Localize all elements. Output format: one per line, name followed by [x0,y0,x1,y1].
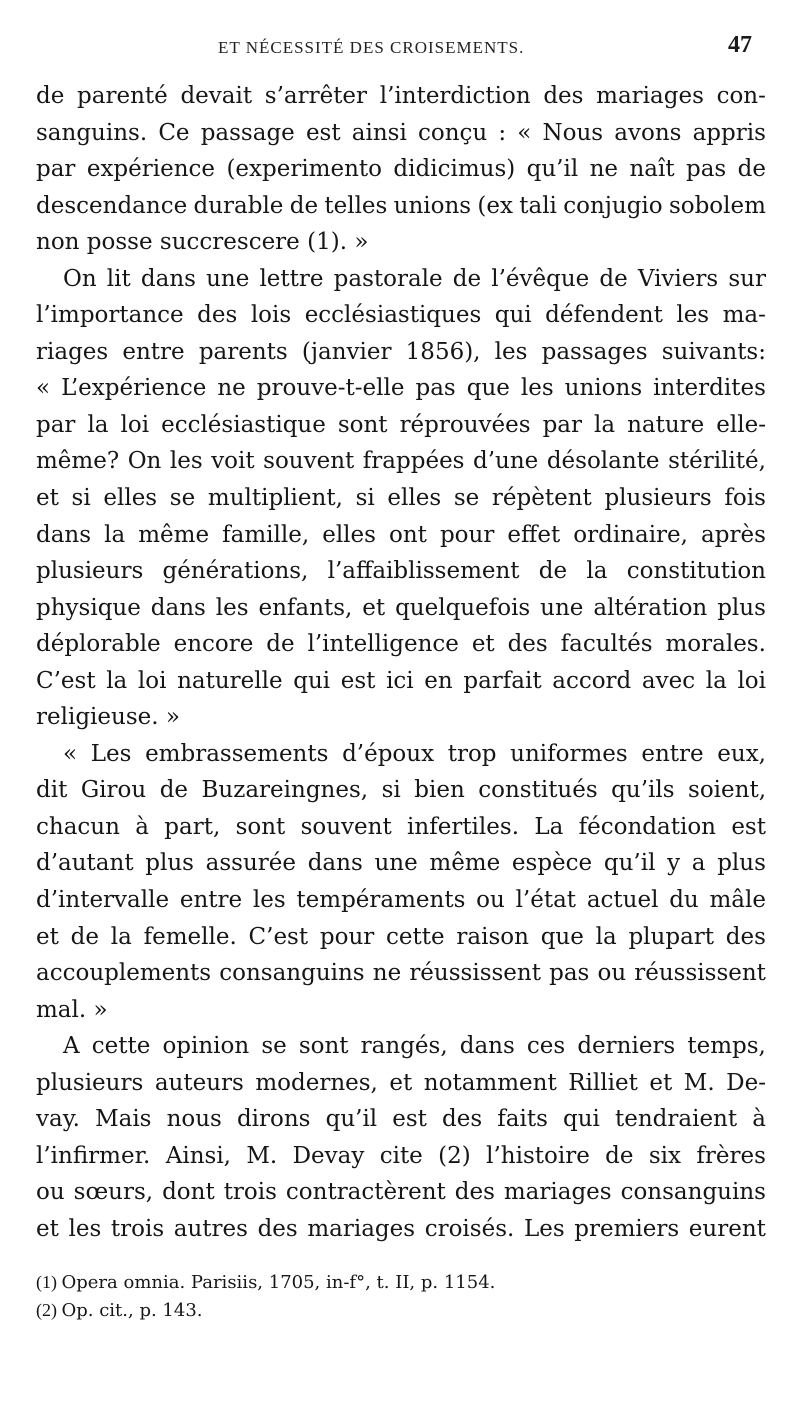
text-line: plusieurs générations, l’affaiblissement de la constitution [36,558,766,585]
text-line: dit Girou de Buzareingnes, si bien constitués qu’ils soient, [36,777,766,804]
text-line: non posse succrescere (1). » [36,229,369,256]
text-line: accouplements consanguins ne réussissent pas ou réussissent [36,960,766,987]
text-line: dans la même famille, elles ont pour effet ordinaire, après [36,521,766,548]
text-line: C’est la loi naturelle qui est ici en parfait accord avec la loi [36,667,766,694]
text-line: même? On les voit souvent frappées d’une désolante stérilité, [36,448,766,475]
text-line: mal. » [36,996,108,1023]
text-line: et de la femelle. C’est pour cette raison que la plupart des [36,923,766,950]
text-line: de parenté devait s’arrêter l’interdiction des mariages con- [36,83,766,109]
footnote-number: (2) [36,1300,62,1320]
running-head [0,32,800,68]
footnote-number: (1) [36,1272,62,1292]
text-line: et si elles se multiplient, si elles se répètent plusieurs fois [36,485,766,512]
footnote [36,1296,766,1324]
text-line: déplorable encore de l’intelligence et des facultés morales. [36,631,766,658]
footnote-text: Opera omnia. Parisiis, 1705, in-f°, t. II, p. 1154. [61,1272,496,1293]
text-line: par la loi ecclésiastique sont réprouvées par la nature elle- [36,411,766,438]
text-line: descendance durable de telles unions (ex tali conjugio sobolem [36,192,766,219]
text-line: religieuse. » [36,704,180,731]
text-line: plusieurs auteurs modernes, et notamment Rilliet et M. De- [36,1069,766,1096]
text-line: d’autant plus assurée dans une même espèce qu’il y a plus [36,850,766,877]
footnote [36,1268,766,1296]
text-line: et les trois autres des mariages croisés. Les premiers eurent [36,1215,766,1242]
text-line: chacun à part, sont souvent infertiles. La fécondation est [36,813,766,840]
running-head-title: ET NÉCESSITÉ DES CROISEMENTS. [218,38,525,57]
text-line: l’infirmer. Ainsi, M. Devay cite (2) l’histoire de six frères [36,1142,766,1169]
text-line: « L’expérience ne prouve-t-elle pas que les unions interdites [36,375,766,402]
text-line: riages entre parents (janvier 1856), les passages suivants: [36,338,766,365]
text-line: vay. Mais nous dirons qu’il est des faits qui tendraient à [36,1106,766,1133]
text-line: par expérience (experimento didicimus) qu’il ne naît pas de [36,156,766,183]
body-text [36,78,766,1248]
text-line: d’intervalle entre les tempéraments ou l’état actuel du mâle [36,887,766,914]
footnote-text: Op. cit., p. 143. [61,1300,203,1321]
text-line: physique dans les enfants, et quelquefois une altération plus [36,594,766,621]
text-line: On lit dans une lettre pastorale de l’évêque de Viviers sur [63,265,766,292]
text-line: ou sœurs, dont trois contractèrent des mariages consanguins [36,1179,766,1206]
text-line: A cette opinion se sont rangés, dans ces derniers temps, [63,1033,766,1060]
footnotes [36,1268,766,1324]
page-number: 47 [728,32,752,58]
text-line: sanguins. Ce passage est ainsi conçu : « Nous avons appris [36,119,766,146]
text-line: l’importance des lois ecclésiastiques qui défendent les ma- [36,302,766,329]
text-line: « Les embrassements d’époux trop uniformes entre eux, [63,740,766,767]
